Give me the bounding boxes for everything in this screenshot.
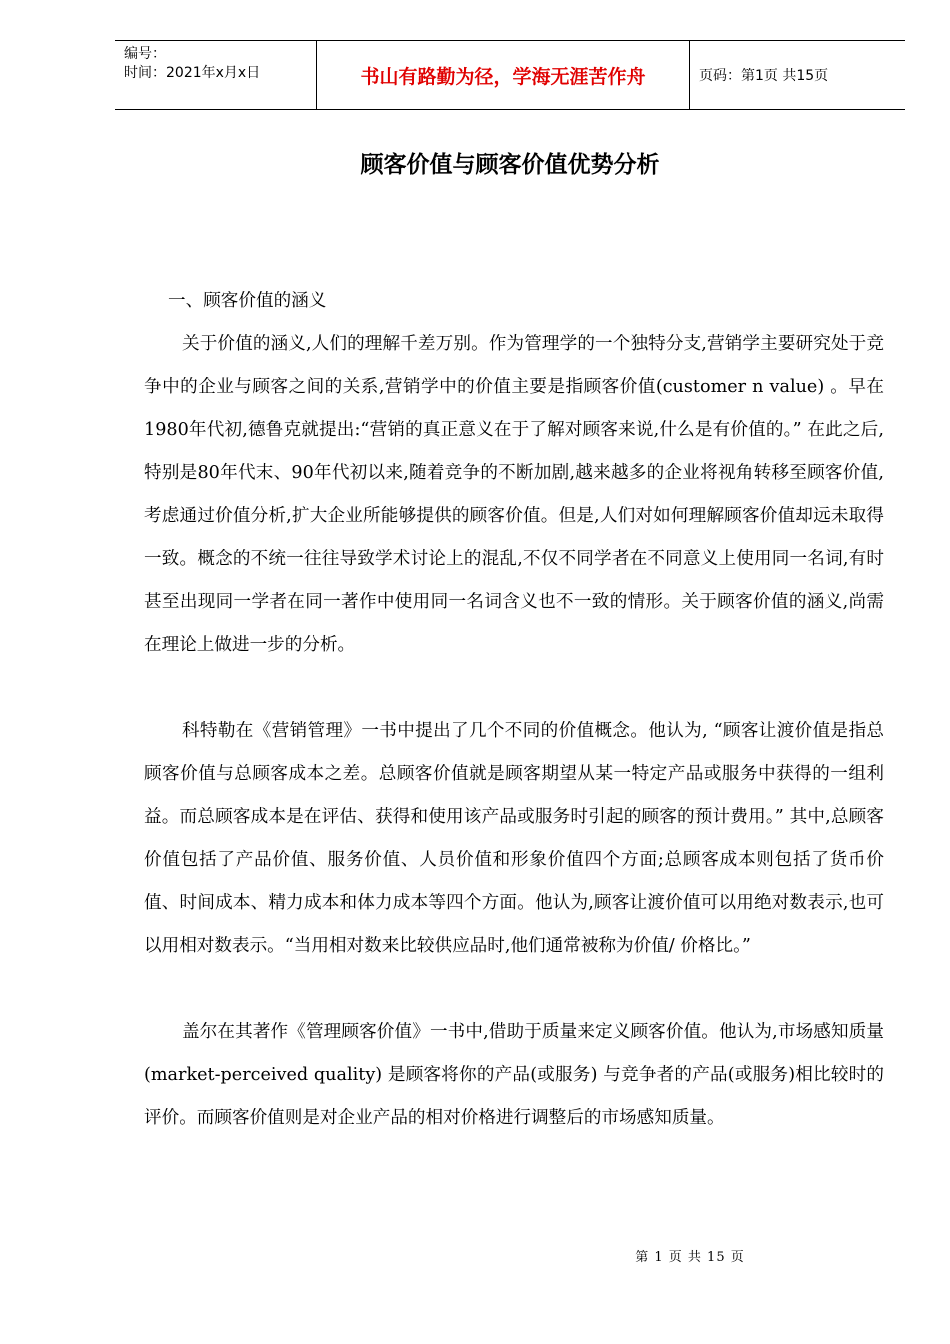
section-heading: 一、顾客价值的涵义 xyxy=(168,291,327,311)
header-motto: 书山有路勤为径，学海无涯苦作舟 xyxy=(316,41,690,109)
paragraph: 科特勒在《营销管理》一书中提出了几个不同的价值概念。他认为, “顾客让渡价值是指总顾客价值与总顾客成本之差。总顾客价值就是顾客期望从某一特定产品或服务中获得的一组利益。而总顾客成本是在评估、获得和使用该产品或服务时引起的顾客的预计费用。” 其中,总顾客价值包括了产品价值、服务价值、人员价值和形象价值四个方面;总顾客成本则包括了货币价值、时间成本、精力成本和体力成本等四个方面。他认为,顾客让渡价值可以用绝对数表示,也可以用相对数表示。“当用相对数来比较供应品时,他们通常被称为价值/ 价格比。” xyxy=(144,721,884,956)
page-header xyxy=(115,40,905,110)
document-title: 顾客价值与顾客价值优势分析 xyxy=(360,152,660,178)
paragraph: 关于价值的涵义,人们的理解千差万别。作为管理学的一个独特分支,营销学主要研究处于竞争中的企业与顾客之间的关系,营销学中的价值主要是指顾客价值(customer n value) 。早在1980年代初,德鲁克就提出:“营销的真正意义在于了解对顾客来说,什么是有价值的。” 在此之后,特别是80年代末、90年代初以来,随着竞争的不断加剧,越来越多的企业将视角转移至顾客价值,考虑通过价值分析,扩大企业所能够提供的顾客价值。但是,人们对如何理解顾客价值却远未取得一致。概念的不统一往往导致学术讨论上的混乱,不仅不同学者在不同意义上使用同一名词,有时甚至出现同一学者在同一著作中使用同一名词含义也不一致的情形。关于顾客价值的涵义,尚需在理论上做进一步的分析。 xyxy=(144,334,884,655)
document-body xyxy=(144,280,884,1140)
header-meta xyxy=(115,41,316,109)
header-page-number: 页码：第1页 共15页 xyxy=(699,68,829,84)
paragraph: 盖尔在其著作《管理顾客价值》一书中,借助于质量来定义顾客价值。他认为,市场感知质量(market-perceived quality) 是顾客将你的产品(或服务) 与竞争者的产品(或服务)相比较时的评价。而顾客价值则是对企业产品的相对价格进行调整后的市场感知质量。 xyxy=(144,1022,884,1128)
time-label: 时间：2021年x月x日 xyxy=(124,65,261,81)
page-footer: 第 1 页 共 15 页 xyxy=(635,1250,745,1265)
serial-label: 编号： xyxy=(124,46,166,62)
